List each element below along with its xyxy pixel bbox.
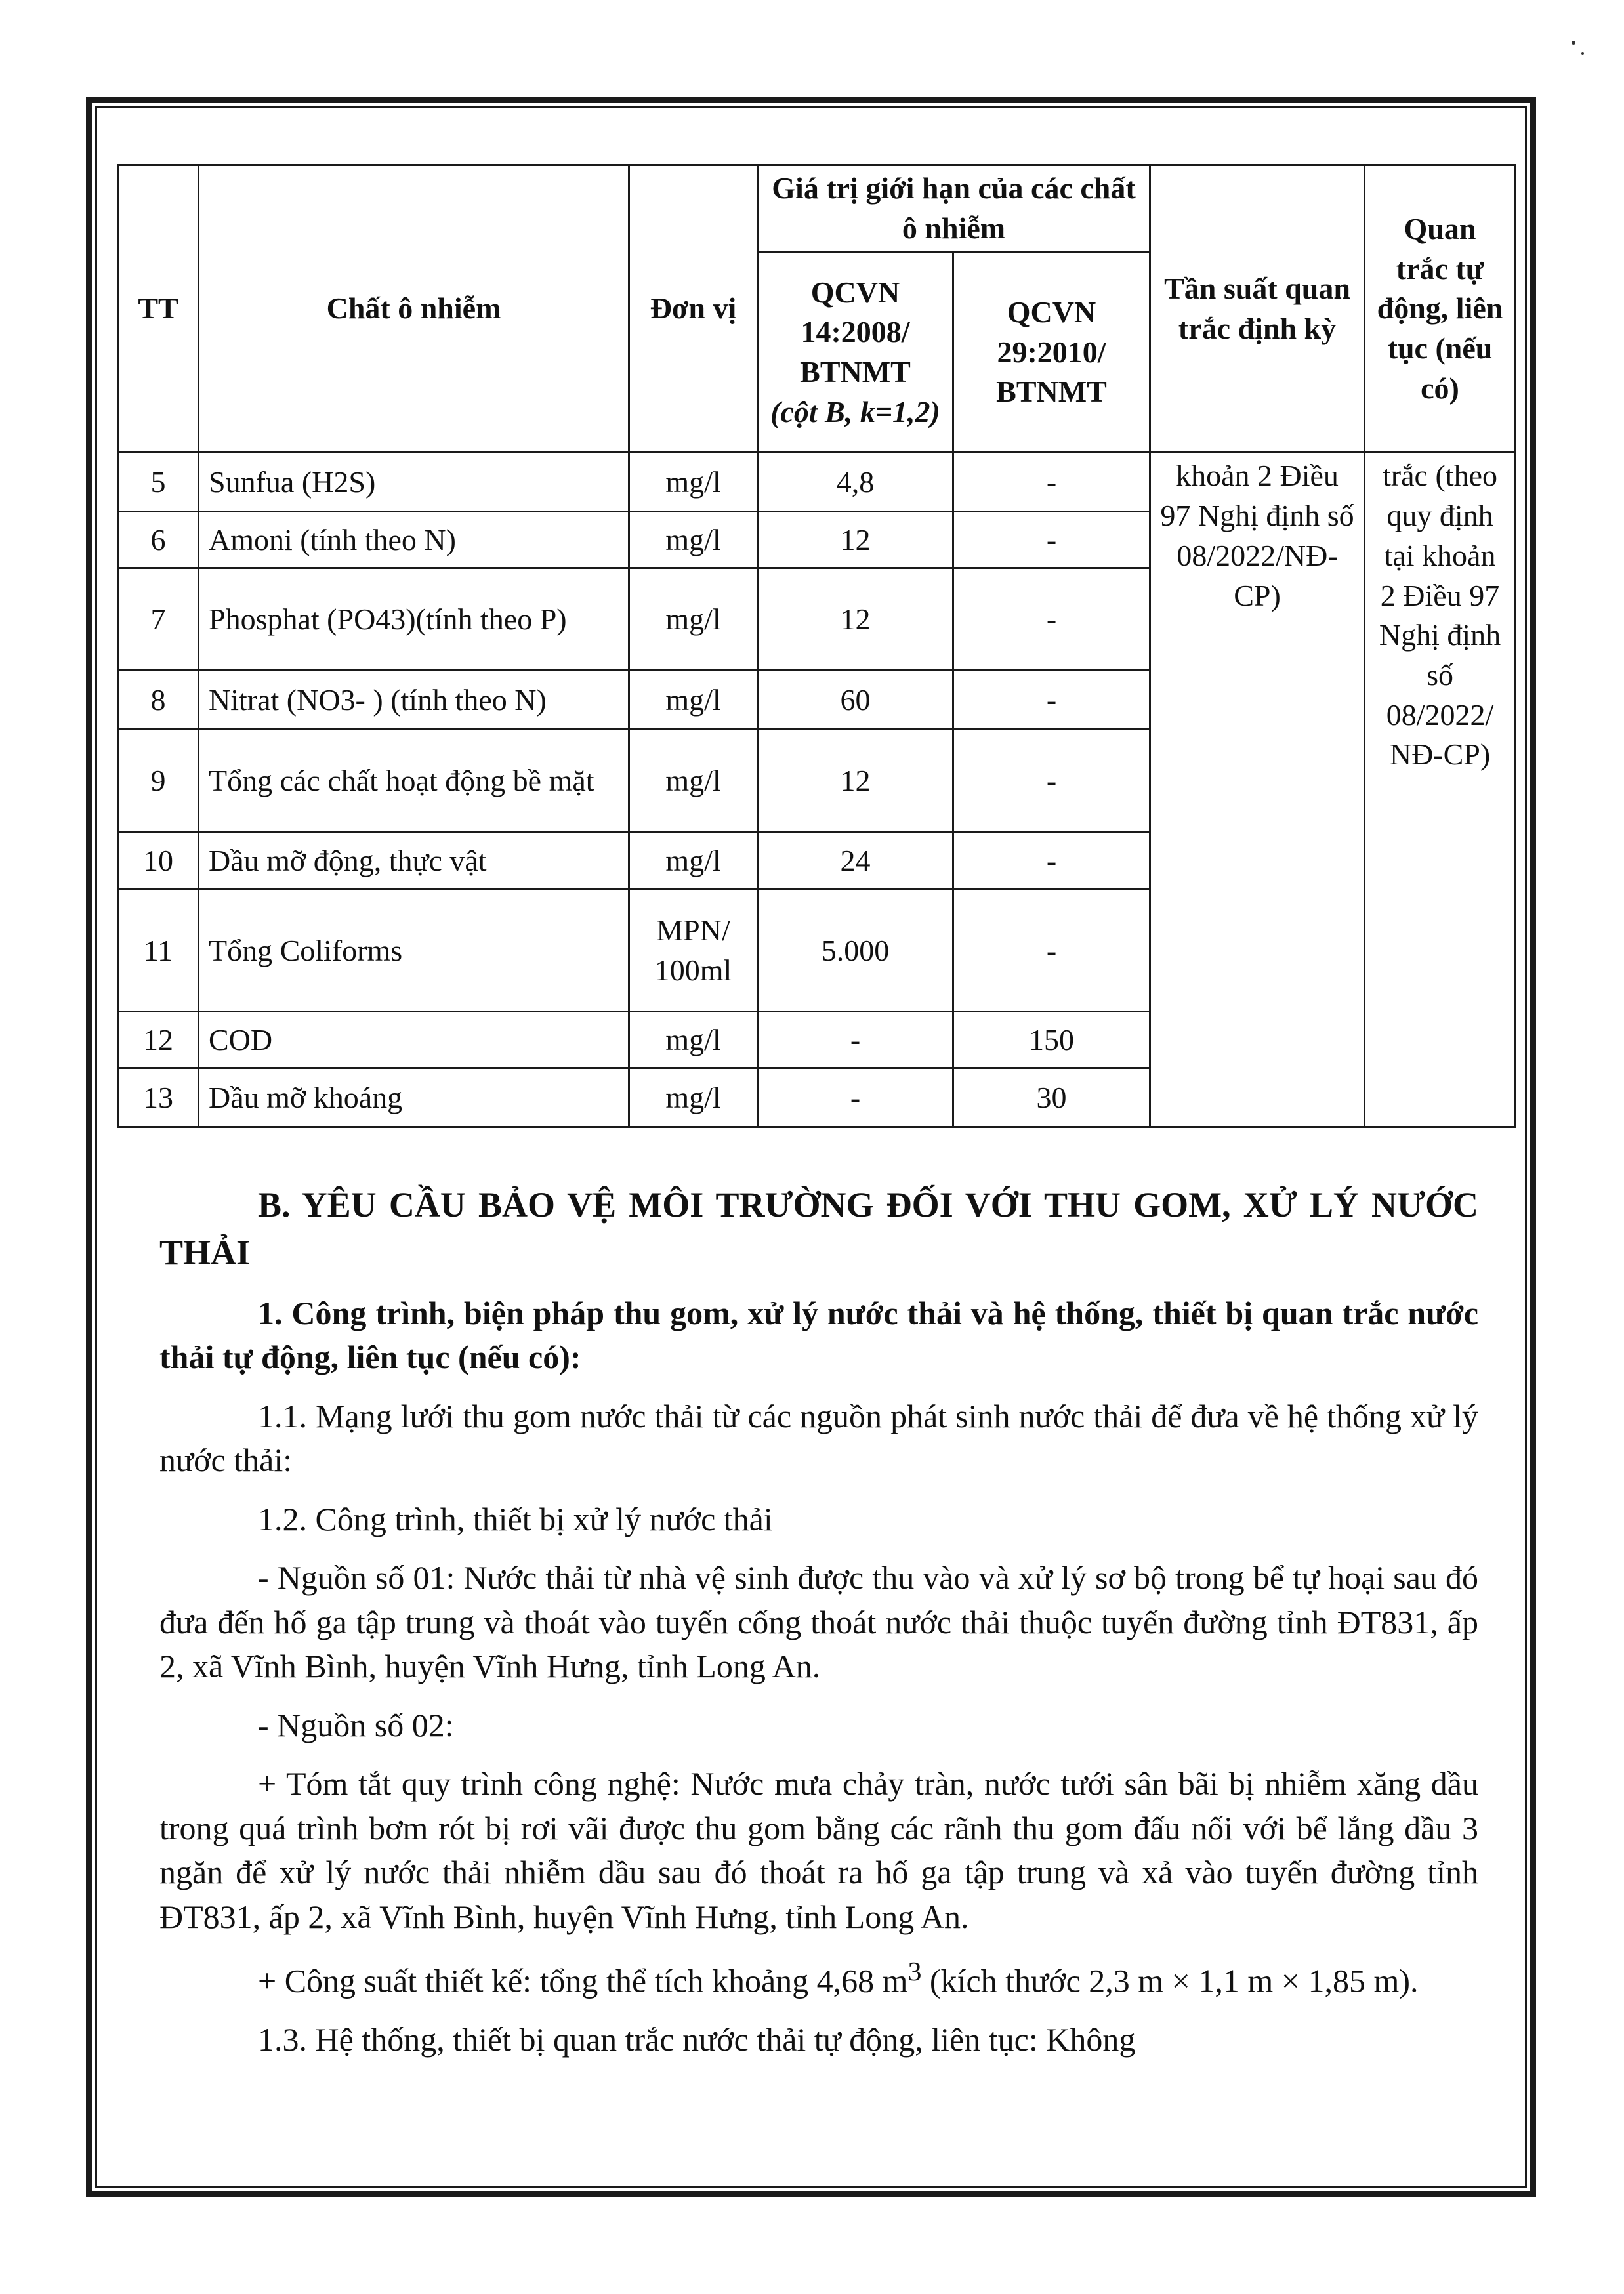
cell-qcvn29: -: [953, 832, 1150, 890]
header-qcvn14-standard: QCVN 14:2008/ BTNMT: [800, 275, 911, 388]
cell-qcvn29: -: [953, 730, 1150, 832]
cell-frequency: khoản 2 Điều 97 Nghị định số 08/2022/NĐ-CP): [1150, 453, 1365, 1127]
cell-unit: mg/l: [629, 453, 758, 512]
paragraph-technology: + Tóm tắt quy trình công nghệ: Nước mưa chảy tràn, nước tưới sân bãi bị nhiễm xăng dầu trong quá trình bơm rót bị rơi vãi được thu gom bằng các rãnh thu gom đấu nối với bể lắng dầu 3 ngăn để xử lý nước thải nhiễm dầu sau đó thoát ra hố ga tập trung và xả vào tuyến đường tỉnh ĐT831, ấp 2, xã Vĩnh Bình, huyện Vĩnh Hưng, tỉnh Long An.: [159, 1765, 1478, 1935]
subsection-1-title: 1. Công trình, biện pháp thu gom, xử lý nước thải và hệ thống, thiết bị quan trắc nước thải tự động, liên tục (nếu có):: [159, 1294, 1478, 1376]
header-tt: TT: [118, 165, 199, 453]
cell-tt: 11: [118, 890, 199, 1012]
cell-unit: mg/l: [629, 512, 758, 568]
cell-tt: 10: [118, 832, 199, 890]
cell-pollutant: Dầu mỡ khoáng: [199, 1068, 629, 1127]
cell-qcvn14: 60: [758, 671, 953, 730]
pollutant-limits-table: [117, 164, 1516, 1128]
cell-qcvn29: -: [953, 568, 1150, 671]
cell-unit: mg/l: [629, 1068, 758, 1127]
cell-unit: MPN/ 100ml: [629, 890, 758, 1012]
cell-qcvn14: 12: [758, 730, 953, 832]
header-pollutant: Chất ô nhiễm: [199, 165, 629, 453]
cell-pollutant: Nitrat (NO3- ) (tính theo N): [199, 671, 629, 730]
cell-unit: mg/l: [629, 671, 758, 730]
cell-unit: mg/l: [629, 730, 758, 832]
cell-tt: 13: [118, 1068, 199, 1127]
cell-unit: mg/l: [629, 832, 758, 890]
cell-qcvn14: 12: [758, 568, 953, 671]
capacity-text: + Công suất thiết kế: tổng thể tích khoảng 4,68 m: [258, 1962, 908, 1999]
header-qcvn29: QCVN 29:2010/ BTNMT: [953, 252, 1150, 453]
paragraph-1-1: 1.1. Mạng lưới thu gom nước thải từ các nguồn phát sinh nước thải để đưa về hệ thống xử lý nước thải:: [159, 1397, 1478, 1479]
cell-qcvn29: -: [953, 453, 1150, 512]
paragraph-1-3: 1.3. Hệ thống, thiết bị quan trắc nước thải tự động, liên tục: Không: [258, 2021, 1136, 2058]
cell-pollutant: Phosphat (PO43)(tính theo P): [199, 568, 629, 671]
section-heading: B. YÊU CẦU BẢO VỆ MÔI TRƯỜNG ĐỐI VỚI THU GOM, XỬ LÝ NƯỚC THẢI: [159, 1185, 1478, 1272]
cell-qcvn14: 4,8: [758, 453, 953, 512]
cell-tt: 8: [118, 671, 199, 730]
scan-speck: [1581, 52, 1584, 55]
table-row: [118, 453, 1516, 512]
paragraph-source-2: - Nguồn số 02:: [258, 1706, 454, 1743]
header-qcvn14-column: (cột B, k=1,2): [770, 394, 940, 428]
header-unit: Đơn vị: [629, 165, 758, 453]
cell-qcvn14: 5.000: [758, 890, 953, 1012]
cell-pollutant: COD: [199, 1012, 629, 1068]
cell-qcvn29: -: [953, 890, 1150, 1012]
cell-qcvn14: 12: [758, 512, 953, 568]
cell-unit: mg/l: [629, 568, 758, 671]
capacity-dimensions: (kích thước 2,3 m × 1,1 m × 1,85 m).: [921, 1962, 1419, 1999]
cell-pollutant: Amoni (tính theo N): [199, 512, 629, 568]
cell-unit: mg/l: [629, 1012, 758, 1068]
header-limit-group: Giá trị giới hạn của các chất ô nhiễm: [758, 165, 1150, 252]
cell-qcvn29: 150: [953, 1012, 1150, 1068]
cell-qcvn14: -: [758, 1012, 953, 1068]
header-frequency: Tần suất quan trắc định kỳ: [1150, 165, 1365, 453]
cell-qcvn14: -: [758, 1068, 953, 1127]
section-b-body: [159, 1181, 1478, 2077]
header-qcvn14: [758, 252, 953, 453]
cell-qcvn29: -: [953, 671, 1150, 730]
cell-tt: 12: [118, 1012, 199, 1068]
paragraph-1-2: 1.2. Công trình, thiết bị xử lý nước thải: [258, 1500, 773, 1537]
cell-pollutant: Tổng Coliforms: [199, 890, 629, 1012]
cell-qcvn29: 30: [953, 1068, 1150, 1127]
paragraph-source-1: - Nguồn số 01: Nước thải từ nhà vệ sinh được thu vào và xử lý sơ bộ trong bể tự hoại sau đó đưa đến hố ga tập trung và thoát vào tuyến cống thoát nước thải thuộc tuyến đường tỉnh ĐT831, ấp 2, xã Vĩnh Bình, huyện Vĩnh Hưng, tỉnh Long An.: [159, 1559, 1478, 1685]
cell-pollutant: Tổng các chất hoạt động bề mặt: [199, 730, 629, 832]
cell-tt: 9: [118, 730, 199, 832]
cell-tt: 5: [118, 453, 199, 512]
scan-speck: [1572, 41, 1575, 45]
cell-tt: 7: [118, 568, 199, 671]
cell-pollutant: Sunfua (H2S): [199, 453, 629, 512]
paragraph-capacity: [159, 1953, 1478, 2003]
cell-automatic: trắc (theo quy định tại khoản 2 Điều 97 Nghị định số 08/2022/ NĐ-CP): [1365, 453, 1516, 1127]
cell-qcvn29: -: [953, 512, 1150, 568]
cell-pollutant: Dầu mỡ động, thực vật: [199, 832, 629, 890]
cell-qcvn14: 24: [758, 832, 953, 890]
cell-tt: 6: [118, 512, 199, 568]
header-automatic: Quan trắc tự động, liên tục (nếu có): [1365, 165, 1516, 453]
capacity-superscript: 3: [907, 1957, 922, 1988]
